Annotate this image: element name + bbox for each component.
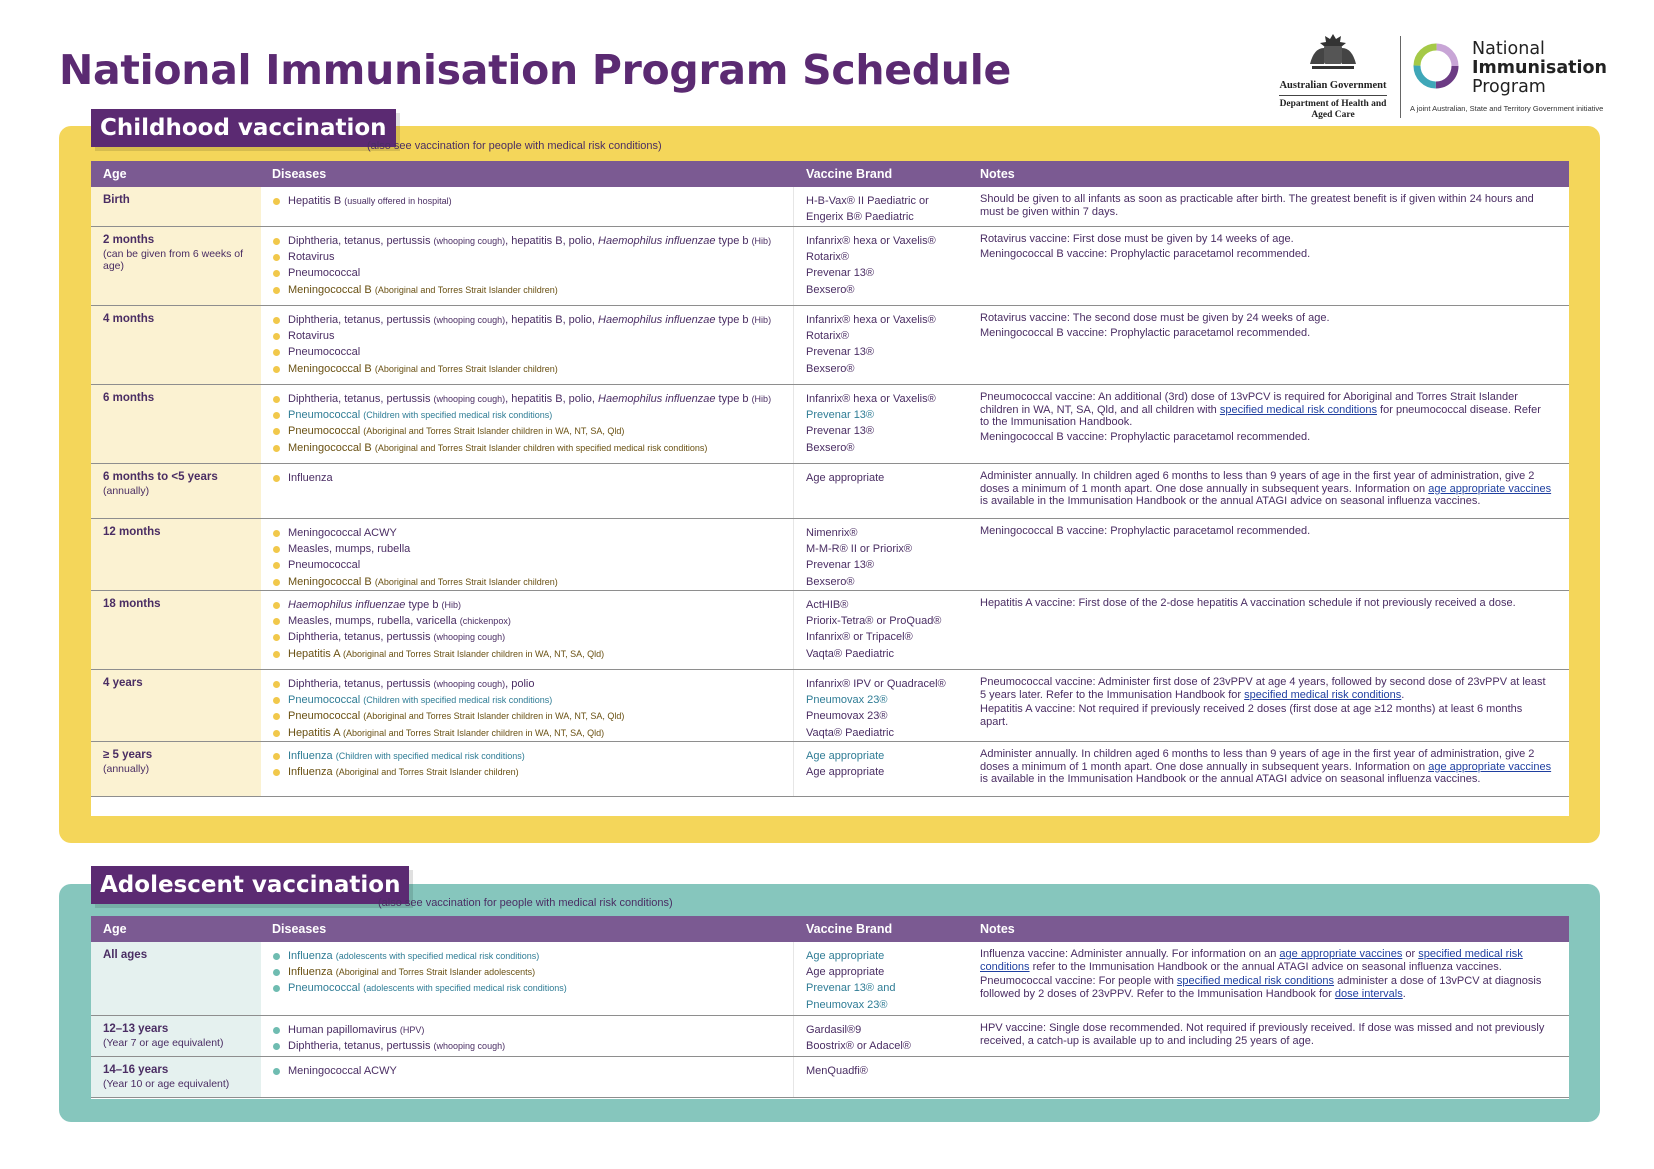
disease-qualifier: (Aboriginal and Torres Strait Islander children with specified medical risk conditions) [374,442,708,453]
col-age: Age [103,167,127,181]
adolescent-rows [91,942,1569,1098]
note-link[interactable]: age appropriate vaccines [1428,482,1552,495]
vaccine-brand: Bexsero® [806,283,855,296]
disease-qualifier: (Hib) [441,600,462,610]
disease-qualifier: (Aboriginal and Torres Strait Islander children in WA, NT, SA, Qld) [363,711,625,722]
note-text: is available in the Immunisation Handbook or the annual ATAGI advice on seasonal influenza vaccines. [980,495,1481,507]
disease-name: Hepatitis A [288,647,340,660]
table-header [91,916,1569,942]
notes-cell [968,1057,1569,1097]
disease-qualifier: (chickenpox) [459,616,511,627]
vaccine-brand: Prevenar 13® and [806,982,896,995]
disease-text: , hepatitis B, polio, [505,235,595,247]
disease-item [272,980,781,996]
disease-name: Meningococcal B [288,362,372,375]
age-label: 2 months [103,234,155,246]
nip-line-3: Program [1472,77,1546,97]
disease-item [272,361,781,377]
age-cell [91,464,261,518]
col-brand: Vaccine Brand [806,167,893,181]
age-sublabel: (Year 10 or age equivalent) [103,1078,230,1090]
vaccine-brand: MenQuadfi® [806,1065,868,1077]
note-link[interactable]: age appropriate vaccines [1279,948,1403,960]
table-row [91,591,1569,670]
notes-cell [968,227,1569,305]
disease-item [272,764,781,780]
note-text: Administer annually. In children aged 6 months to less than 9 years of age in the first year of administration, give 2 doses a minimum of 1 month apart. One dose annually in subsequent years. Information on [980,748,1535,773]
vaccine-brand: Priorix-Tetra® or ProQuad® [806,615,942,628]
disease-item [272,676,781,692]
age-cell [91,1057,261,1097]
age-label: ≥ 5 years [103,749,153,761]
disease-qualifier: (Aboriginal and Torres Strait Islander children) [374,363,558,374]
age-sublabel: (can be given from 6 weeks of age) [103,248,244,272]
vaccine-brand: Prevenar 13® [806,425,875,438]
vaccine-brand: Engerix B® Paediatric [806,211,914,224]
col-brand: Vaccine Brand [806,922,893,936]
childhood-heading: Childhood vaccination [91,109,396,147]
age-label: 18 months [103,598,161,610]
disease-name: Measles, mumps, rubella, varicella [288,615,457,628]
disease-item [272,423,781,439]
disease-name: Meningococcal ACWY [288,527,397,539]
age-cell [91,187,261,226]
vaccine-brand: Infanrix® or Tripacel® [806,631,913,644]
note-text: administer a dose of 13vPCV at diagnosis followed by 2 doses of 23vPPV. Refer to the Immunisation Handbook for [980,975,1542,1000]
disease-name: Pneumococcal [288,409,361,422]
disease-qualifier: (whooping cough) [433,236,506,246]
disease-qualifier: (Hib) [751,394,772,404]
disease-item [272,328,781,344]
childhood-rows [91,187,1569,797]
disease-qualifier: (whooping cough) [433,315,506,325]
note-text: Influenza vaccine: Administer annually. For information on an [980,948,1280,960]
age-label: 4 years [103,677,143,689]
note-link[interactable]: specified medical risk conditions [1244,688,1402,701]
col-diseases: Diseases [272,167,327,181]
disease-name: Diphtheria, tetanus, pertussis [288,678,431,690]
vaccine-brand-cell [794,227,968,305]
adolescent-table [91,916,1569,1099]
age-label: Birth [103,194,130,206]
note-paragraph [980,1022,1553,1047]
age-cell [91,227,261,305]
disease-qualifier: (whooping cough) [433,394,506,404]
disease-item [272,470,781,486]
disease-qualifier: (adolescents with specified medical risk conditions) [363,983,567,994]
note-paragraph [980,703,1553,728]
vaccine-brand: Gardasil®9 [806,1024,862,1036]
note-text: HPV vaccine: Single dose recommended. Not required if previously received. If dose was missed and not previously received, a catch-up is available up to and including 25 years of age. [980,1022,1545,1047]
disease-name: Diphtheria, tetanus, pertussis [288,393,431,405]
disease-qualifier: (Aboriginal and Torres Strait Islander children) [335,767,519,778]
disease-name: Influenza [288,750,333,762]
note-paragraph [980,391,1553,429]
vaccine-brand: Age appropriate [806,750,885,762]
note-paragraph [980,975,1553,1000]
disease-name: Diphtheria, tetanus, pertussis [288,314,431,326]
disease-italic: Haemophilus influenzae [288,599,406,611]
disease-qualifier: (Aboriginal and Torres Strait Islander children in WA, NT, SA, Qld) [343,648,605,659]
note-text: Meningococcal B vaccine: Prophylactic paracetamol recommended. [980,247,1311,260]
notes-cell [968,942,1569,1015]
disease-name: Diphtheria, tetanus, pertussis [288,1040,431,1053]
diseases-cell [261,187,794,226]
disease-name: Pneumococcal [288,559,361,572]
logo-rule [1279,95,1387,96]
disease-text: type b [408,599,439,611]
disease-name: Rotavirus [288,330,335,343]
disease-text: type b [718,235,749,247]
disease-item [272,557,781,573]
disease-name: Pneumococcal [288,710,361,723]
note-link[interactable]: dose intervals [1334,987,1403,1000]
notes-cell [968,742,1569,796]
disease-item [272,391,781,407]
department-name: Department of Health and Aged Care [1279,99,1387,120]
table-row [91,464,1569,519]
disease-qualifier: (adolescents with specified medical risk conditions) [335,951,540,961]
table-row [91,227,1569,306]
age-cell [91,942,261,1015]
vaccine-brand-cell [794,1016,968,1056]
age-cell [91,385,261,463]
vaccine-brand: Bexsero® [806,441,855,454]
note-text: Administer annually. In children aged 6 months to less than 9 years of age in the first year of administration, give 2 doses a minimum of 1 month apart. One dose annually in subsequent years. Information on [980,470,1535,495]
vaccine-brand: Age appropriate [806,966,885,979]
note-paragraph [980,233,1553,246]
note-paragraph [980,193,1553,218]
adolescent-heading: Adolescent vaccination [91,866,409,904]
table-row [91,187,1569,227]
disease-item [272,597,781,613]
note-paragraph [980,312,1553,325]
vaccine-brand-cell [794,742,968,796]
vaccine-brand-cell [794,942,968,1015]
disease-qualifier: (Children with specified medical risk conditions) [363,410,553,421]
nip-wordmark [1472,40,1607,97]
diseases-cell [261,942,794,1015]
diseases-cell [261,1016,794,1056]
vaccine-brand: Pneumovax 23® [806,694,888,707]
note-text: Meningococcal B vaccine: Prophylactic paracetamol recommended. [980,326,1311,339]
disease-name: Pneumococcal [288,267,361,280]
disease-item [272,1022,781,1038]
disease-item [272,282,781,298]
nip-tagline: A joint Australian, State and Territory Government initiative [1410,104,1604,113]
vaccine-brand: ActHIB® [806,599,849,611]
note-paragraph [980,525,1553,538]
disease-name: Rotavirus [288,251,335,264]
vaccine-brand: Infanrix® IPV or Quadracel® [806,678,946,690]
disease-item [272,1038,781,1054]
disease-italic: Haemophilus influenzae [598,393,716,405]
note-paragraph [980,597,1553,610]
disease-name: Measles, mumps, rubella [288,543,411,556]
disease-qualifier: (whooping cough) [433,679,506,689]
note-text: or [1402,948,1419,960]
vaccine-brand-cell [794,1057,968,1097]
note-text: Pneumococcal vaccine: An additional (3rd) dose of 13vPCV is required for Aboriginal and Torres Strait Islander children in WA, NT, SA, Qld, and all children with [980,391,1518,416]
note-link[interactable]: specified medical risk conditions [1176,975,1335,987]
table-row [91,670,1569,742]
disease-qualifier: (Aboriginal and Torres Strait Islander children) [374,576,558,587]
disease-qualifier: (Children with specified medical risk conditions) [363,695,553,706]
vaccine-brand: Nimenrix® [806,527,858,539]
age-cell [91,519,261,590]
australian-government-logo [1271,30,1395,118]
diseases-cell [261,385,794,463]
disease-name: Pneumococcal [288,346,361,359]
disease-name: Diphtheria, tetanus, pertussis [288,235,431,247]
vaccine-brand-cell [794,519,968,590]
note-text: Pneumococcal vaccine: Administer first dose of 23vPPV at age 4 years, followed by second dose of 23vPPV at least 5 years later. Refer to the Immunisation Handbook for [980,676,1546,701]
disease-item [272,1063,781,1079]
disease-name: Meningococcal B [288,441,372,454]
vaccine-brand: Age appropriate [806,472,885,484]
col-diseases: Diseases [272,922,327,936]
disease-qualifier: (usually offered in hospital) [344,196,452,206]
disease-item [272,265,781,281]
vaccine-brand: Infanrix® hexa or Vaxelis® [806,235,936,247]
disease-name: Pneumococcal [288,982,361,995]
disease-name: Influenza [288,950,333,962]
age-cell [91,1016,261,1056]
disease-qualifier: (Aboriginal and Torres Strait Islander adolescents) [335,967,536,978]
note-text: is available in the Immunisation Handbook or the annual ATAGI advice on seasonal influenza vaccines. [980,773,1481,785]
note-text: Meningococcal B vaccine: Prophylactic paracetamol recommended. [980,430,1311,443]
note-link[interactable]: age appropriate vaccines [1428,760,1552,773]
note-paragraph [980,248,1553,261]
notes-cell [968,187,1569,226]
note-paragraph [980,327,1553,340]
table-row [91,1057,1569,1098]
notes-cell [968,1016,1569,1056]
col-notes: Notes [980,167,1015,181]
note-paragraph [980,748,1553,786]
age-label: 14–16 years [103,1064,169,1076]
diseases-cell [261,591,794,669]
age-label: 4 months [103,313,155,325]
disease-item [272,344,781,360]
disease-item [272,249,781,265]
disease-item [272,692,781,708]
age-sublabel: (Year 7 or age equivalent) [103,1037,224,1049]
disease-item [272,964,781,980]
vaccine-brand-cell [794,187,968,226]
diseases-cell [261,519,794,590]
age-cell [91,591,261,669]
vaccine-brand: Bexsero® [806,362,855,375]
note-paragraph [980,470,1553,508]
age-label: 12 months [103,526,161,538]
diseases-cell [261,1057,794,1097]
vaccine-brand-cell [794,306,968,384]
disease-text: type b [718,393,749,405]
vaccine-brand: Infanrix® hexa or Vaxelis® [806,314,936,326]
age-cell [91,670,261,741]
disease-item [272,646,781,662]
diseases-cell [261,227,794,305]
col-age: Age [103,922,127,936]
disease-item [272,312,781,328]
disease-name: Human papillomavirus [288,1024,397,1036]
government-name: Australian Government [1279,80,1387,91]
notes-cell [968,591,1569,669]
note-paragraph [980,431,1553,444]
note-text: Pneumococcal vaccine: For people with [980,975,1177,987]
disease-item [272,948,781,964]
disease-name: Meningococcal B [288,575,372,588]
disease-item [272,748,781,764]
note-text: for pneumococcal disease. Refer to the Immunisation Handbook. [980,403,1541,428]
coat-of-arms-icon [1304,30,1362,72]
disease-item [272,525,781,541]
disease-qualifier: (Children with specified medical risk conditions) [335,751,525,761]
notes-cell [968,464,1569,518]
vaccine-brand: Age appropriate [806,766,885,779]
note-text: Rotavirus vaccine: The second dose must be given by 24 weeks of age. [980,312,1330,324]
disease-qualifier: (HPV) [399,1025,425,1035]
note-paragraph [980,676,1553,701]
disease-item [272,407,781,423]
vaccine-brand: Pneumovax 23® [806,710,888,723]
page-title: National Immunisation Program Schedule [59,46,1011,94]
disease-italic: Haemophilus influenzae [598,235,716,247]
disease-italic: Haemophilus influenzae [598,314,716,326]
note-link[interactable]: specified medical risk conditions [1219,403,1377,416]
note-paragraph [980,948,1553,973]
disease-name: Influenza [288,966,333,979]
vaccine-brand-cell [794,464,968,518]
table-row [91,306,1569,385]
vaccine-brand: Prevenar 13® [806,267,875,280]
age-cell [91,742,261,796]
disease-qualifier: (Aboriginal and Torres Strait Islander children) [374,284,558,295]
vaccine-brand: Vaqta® Paediatric [806,726,895,739]
disease-item [272,574,781,590]
disease-item [272,629,781,645]
nip-line-1: National [1472,39,1545,59]
note-text: . [1401,688,1405,701]
disease-item [272,440,781,456]
disease-text: , hepatitis B, polio, [505,393,595,405]
vaccine-brand: Prevenar 13® [806,409,875,422]
disease-item [272,708,781,724]
disease-qualifier: (whooping cough) [433,632,506,643]
vaccine-brand: M-M-R® II or Priorix® [806,543,913,556]
disease-item [272,725,781,741]
disease-qualifier: (whooping cough) [433,1041,506,1052]
vaccine-brand: Rotarix® [806,251,849,264]
logo-divider [1400,36,1401,118]
disease-name: Influenza [288,766,333,779]
notes-cell [968,385,1569,463]
diseases-cell [261,742,794,796]
notes-cell [968,306,1569,384]
vaccine-brand: Pneumovax 23® [806,998,888,1011]
disease-text: , polio [505,678,535,690]
diseases-cell [261,306,794,384]
disease-text: type b [718,314,749,326]
vaccine-brand: Prevenar 13® [806,559,875,572]
childhood-note: (also see vaccination for people with medical risk conditions) [367,140,662,152]
vaccine-brand: Boostrix® or Adacel® [806,1040,911,1053]
note-text: . [1402,987,1406,1000]
vaccine-brand-cell [794,670,968,741]
disease-name: Meningococcal ACWY [288,1065,397,1077]
age-label: 12–13 years [103,1023,169,1035]
age-sublabel: (annually) [103,763,150,775]
adolescent-note: (also see vaccination for people with medical risk conditions) [378,897,673,909]
vaccine-brand: Rotarix® [806,330,849,343]
disease-name: Pneumococcal [288,425,361,438]
disease-name: Meningococcal B [288,283,372,296]
disease-name: Influenza [288,472,333,484]
disease-text: , hepatitis B, polio, [505,314,595,326]
note-text: Rotavirus vaccine: First dose must be given by 14 weeks of age. [980,233,1294,245]
disease-name: Hepatitis A [288,726,340,739]
diseases-cell [261,670,794,741]
childhood-table [91,161,1569,816]
vaccine-brand-cell [794,591,968,669]
age-cell [91,306,261,384]
diseases-cell [261,464,794,518]
age-sublabel: (annually) [103,485,150,497]
note-text: Meningococcal B vaccine: Prophylactic paracetamol recommended. [980,525,1311,537]
disease-qualifier: (Aboriginal and Torres Strait Islander children in WA, NT, SA, Qld) [343,727,605,738]
table-row [91,1016,1569,1057]
note-text: Should be given to all infants as soon as practicable after birth. The greatest benefit is if given within 24 hours and must be given within 7 days. [980,193,1534,218]
vaccine-brand: Infanrix® hexa or Vaxelis® [806,393,936,405]
disease-item [272,193,781,209]
note-text: refer to the Immunisation Handbook or the annual ATAGI advice on seasonal influenza vaccines. [1029,960,1502,973]
table-header [91,161,1569,187]
disease-item [272,541,781,557]
age-label: 6 months [103,392,155,404]
vaccine-brand-cell [794,385,968,463]
table-row [91,385,1569,464]
disease-qualifier: (Hib) [751,315,772,325]
disease-name: Hepatitis B [288,195,342,207]
note-text: Hepatitis A vaccine: Not required if previously received 2 doses (first dose at age ≥12 months) at least 6 months apart. [980,703,1523,728]
nip-line-2: Immunisation [1472,58,1607,78]
age-label: All ages [103,949,148,961]
notes-cell [968,670,1569,741]
disease-name: Pneumococcal [288,694,361,707]
table-row [91,519,1569,591]
vaccine-brand: Bexsero® [806,575,855,588]
disease-qualifier: (Hib) [751,236,772,246]
disease-qualifier: (Aboriginal and Torres Strait Islander children in WA, NT, SA, Qld) [363,426,625,437]
table-row [91,942,1569,1016]
disease-item [272,233,781,249]
note-link[interactable]: specified medical risk conditions [980,948,1523,973]
nip-ring-logo-icon [1410,40,1462,92]
disease-item [272,613,781,629]
notes-cell [968,519,1569,590]
vaccine-brand: Vaqta® Paediatric [806,647,895,660]
table-row [91,742,1569,797]
disease-name: Diphtheria, tetanus, pertussis [288,631,431,644]
vaccine-brand: Age appropriate [806,950,885,962]
vaccine-brand: H-B-Vax® II Paediatric or [806,195,929,207]
vaccine-brand: Prevenar 13® [806,346,875,359]
age-label: 6 months to <5 years [103,471,218,483]
note-text: Hepatitis A vaccine: First dose of the 2-dose hepatitis A vaccination schedule if not previously received a dose. [980,597,1516,609]
col-notes: Notes [980,922,1015,936]
